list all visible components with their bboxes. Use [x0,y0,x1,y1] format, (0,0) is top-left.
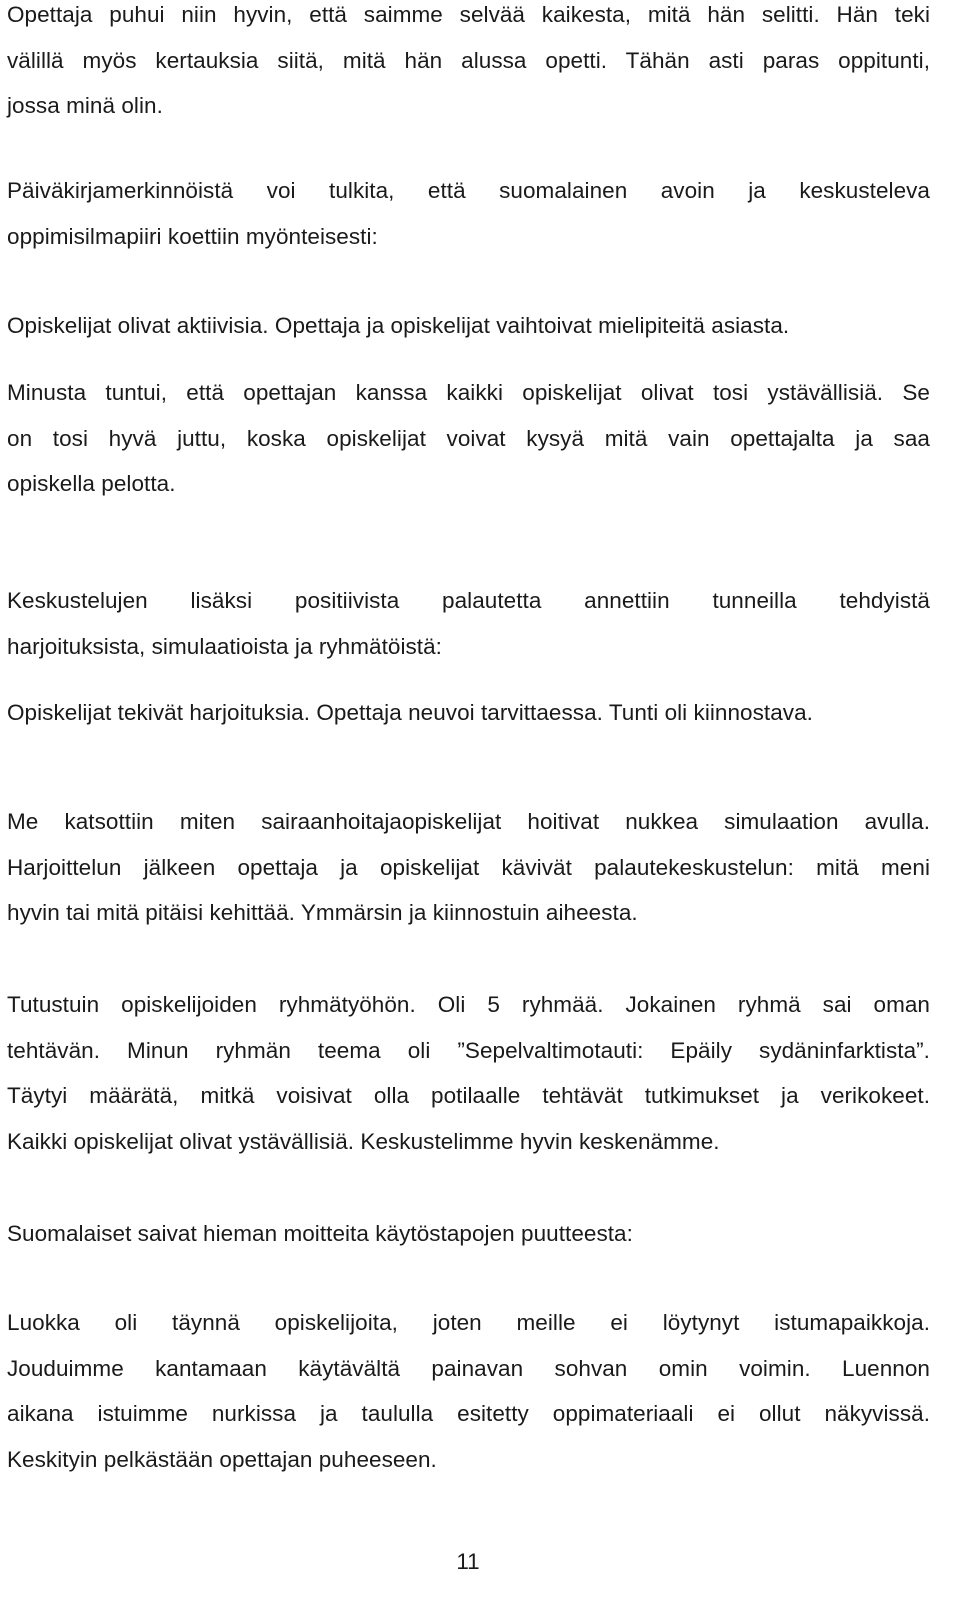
paragraph-line: tehtävän. Minun ryhmän teema oli ”Sepelvaltimotauti: Epäily sydäninfarktista”. [7,1037,930,1063]
paragraph-8 [7,982,930,1164]
paragraph-5 [7,578,930,669]
paragraph-2 [7,168,930,259]
paragraph-line: Keskustelujen lisäksi positiivista palautetta annettiin tunneilla tehdyistä [7,588,930,613]
paragraph-7 [7,799,930,936]
paragraph-10 [7,1300,930,1482]
paragraph-line: aikana istuimme nurkissa ja taululla esitetty oppimateriaali ei ollut näkyvissä. [7,1401,930,1427]
paragraph-line: Opiskelijat olivat aktiivisia. Opettaja ja opiskelijat vaihtoivat mielipiteitä asiasta. [7,313,790,338]
paragraph-line: Me katsottiin miten sairaanhoitajaopiskelijat hoitivat nukkea simulaation avulla. [7,809,930,834]
paragraph-9 [7,1211,930,1257]
paragraph-line: Jouduimme kantamaan käytävältä painavan sohvan omin voimin. Luennon [7,1355,930,1381]
paragraph-line: Keskityin pelkästään opettajan puheeseen. [7,1446,437,1472]
paragraph-line: Opiskelijat tekivät harjoituksia. Opettaja neuvoi tarvittaessa. Tunti oli kiinnostava. [7,700,813,725]
paragraph-line: Täytyi määrätä, mitkä voisivat olla potilaalle tehtävät tutkimukset ja verikokeet. [7,1083,930,1109]
paragraph-line: jossa minä olin. [7,93,163,119]
paragraph-line: Luokka oli täynnä opiskelijoita, joten meille ei löytynyt istumapaikkoja. [7,1310,930,1335]
paragraph-4 [7,370,930,507]
page-number: 11 [456,1549,480,1574]
paragraph-line: Opettaja puhui niin hyvin, että saimme selvää kaikesta, mitä hän selitti. Hän teki [7,2,930,27]
paragraph-line: hyvin tai mitä pitäisi kehittää. Ymmärsin ja kiinnostuin aiheesta. [7,900,638,926]
paragraph-line: oppimisilmapiiri koettiin myönteisesti: [7,223,378,249]
paragraph-line: on tosi hyvä juttu, koska opiskelijat voivat kysyä mitä vain opettajalta ja saa [7,425,930,451]
paragraph-line: harjoituksista, simulaatioista ja ryhmätöistä: [7,633,442,659]
paragraph-line: Harjoittelun jälkeen opettaja ja opiskelijat kävivät palautekeskustelun: mitä meni [7,854,930,880]
paragraph-line: Suomalaiset saivat hieman moitteita käytöstapojen puutteesta: [7,1221,633,1246]
paragraph-1 [7,0,930,129]
paragraph-line: opiskella pelotta. [7,471,176,497]
paragraph-line: Minusta tuntui, että opettajan kanssa kaikki opiskelijat olivat tosi ystävällisiä. Se [7,380,930,405]
paragraph-line: välillä myös kertauksia siitä, mitä hän alussa opetti. Tähän asti paras oppitunti, [7,47,930,73]
paragraph-line: Tutustuin opiskelijoiden ryhmätyöhön. Oli 5 ryhmää. Jokainen ryhmä sai oman [7,992,930,1017]
paragraph-line: Päiväkirjamerkinnöistä voi tulkita, että suomalainen avoin ja keskusteleva [7,178,930,203]
paragraph-line: Kaikki opiskelijat olivat ystävällisiä. Keskustelimme hyvin keskenämme. [7,1128,720,1154]
paragraph-3 [7,303,930,349]
paragraph-6 [7,690,930,736]
